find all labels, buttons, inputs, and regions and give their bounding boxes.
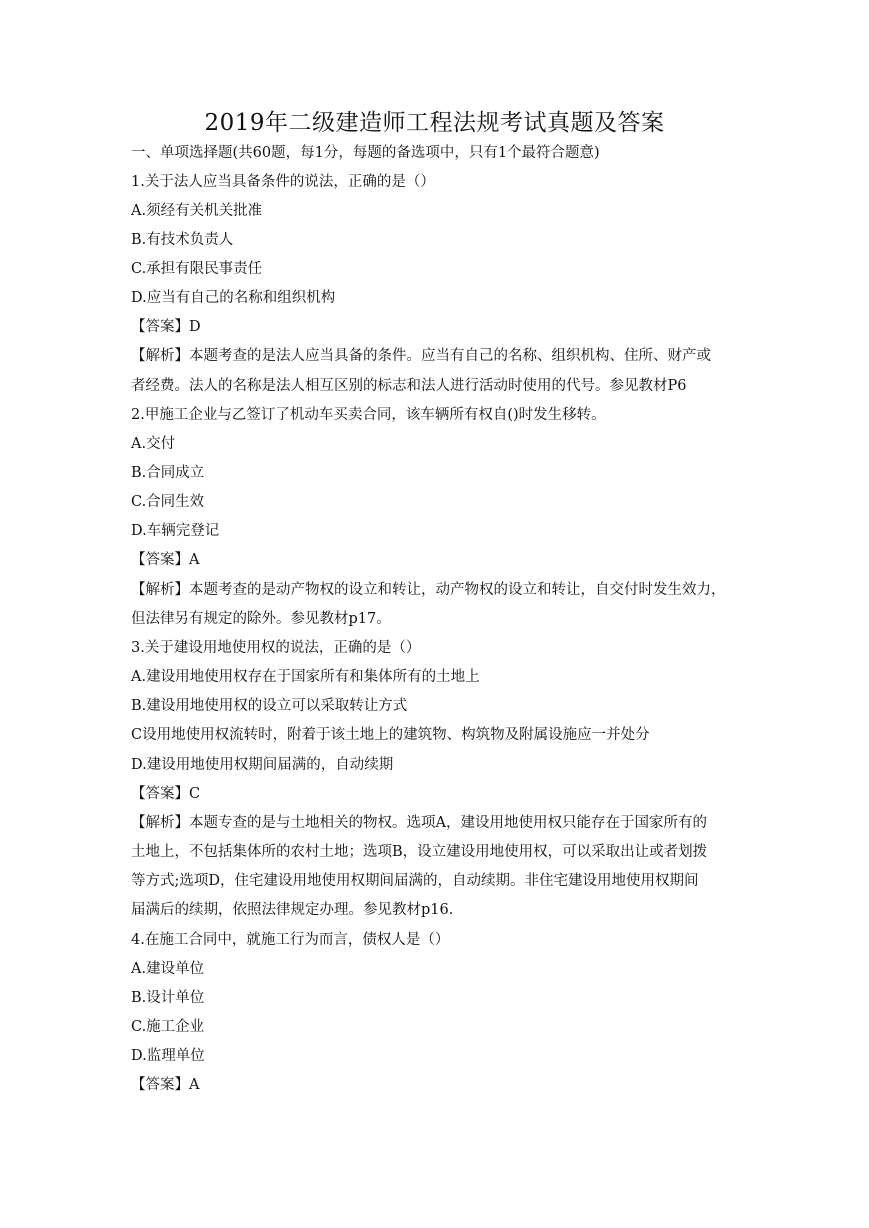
question-1-analysis-line-2: 者经费。法人的名称是法人相互区别的标志和法人进行活动时使用的代号。参见教材P6 [131,378,687,394]
question-1-option-d: D.应当有自己的名称和组织机构 [131,290,336,306]
question-2-option-b: B.合同成立 [131,465,205,481]
question-4-option-d: D.监理单位 [131,1048,205,1064]
question-3-option-d: D.建设用地使用权期间届满的，自动续期 [131,757,394,773]
section-heading: 一、单项选择题(共60题，每1分，每题的备选项中，只有1个最符合题意) [131,145,600,161]
question-3-analysis-line-2: 土地上，不包括集体所的农村土地；选项B，设立建设用地使用权，可以采取出让或者划拨 [131,844,708,860]
question-2-option-a: A.交付 [131,436,176,452]
question-2-analysis-line-1: 【解析】本题考查的是动产物权的设立和转让，动产物权的设立和转让，自交付时发生效力， [131,582,726,598]
question-3-analysis-line-4: 届满后的续期，依照法律规定办理。参见教材p16. [131,902,454,918]
question-1-option-c: C.承担有限民事责任 [131,261,263,277]
document-title: 2019年二级建造师工程法规考试真题及答案 [204,110,665,136]
question-3-option-a: A.建设用地使用权存在于国家所有和集体所有的土地上 [131,669,480,685]
question-1-answer: 【答案】D [131,319,201,335]
question-2-stem: 2.甲施工企业与乙签订了机动车买卖合同，该车辆所有权自()时发生移转。 [131,407,606,423]
question-3-analysis-line-3: 等方式;选项D，住宅建设用地使用权期间届满的，自动续期。非住宅建设用地使用权期间 [131,873,699,889]
question-3-answer: 【答案】C [131,786,201,802]
question-2-option-c: C.合同生效 [131,494,205,510]
question-1-stem: 1.关于法人应当具备条件的说法，正确的是（） [131,174,435,190]
question-1-analysis-line-1: 【解析】本题考查的是法人应当具备的条件。应当有自己的名称、组织机构、住所、财产或 [131,348,711,364]
question-4-option-a: A.建设单位 [131,961,205,977]
question-2-answer: 【答案】A [131,552,200,568]
question-1-option-b: B.有技术负责人 [131,232,234,248]
question-4-answer: 【答案】A [131,1077,200,1093]
question-3-analysis-line-1: 【解析】本题专查的是与土地相关的物权。选项A，建设用地使用权只能存在于国家所有的 [131,815,707,831]
question-2-option-d: D.车辆完登记 [131,523,220,539]
question-3-stem: 3.关于建设用地使用权的说法，正确的是（） [131,640,421,656]
question-4-stem: 4.在施工合同中，就施工行为而言，债权人是（） [131,932,450,948]
question-3-option-c: C设用地使用权流转时，附着于该土地上的建筑物、构筑物及附属设施应一并处分 [131,727,650,743]
question-4-option-c: C.施工企业 [131,1019,205,1035]
question-4-option-b: B.设计单位 [131,990,205,1006]
question-1-option-a: A.须经有关机关批准 [131,203,263,219]
question-3-option-b: B.建设用地使用权的设立可以采取转让方式 [131,698,408,714]
question-2-analysis-line-2: 但法律另有规定的除外。参见教材p17。 [131,611,391,627]
